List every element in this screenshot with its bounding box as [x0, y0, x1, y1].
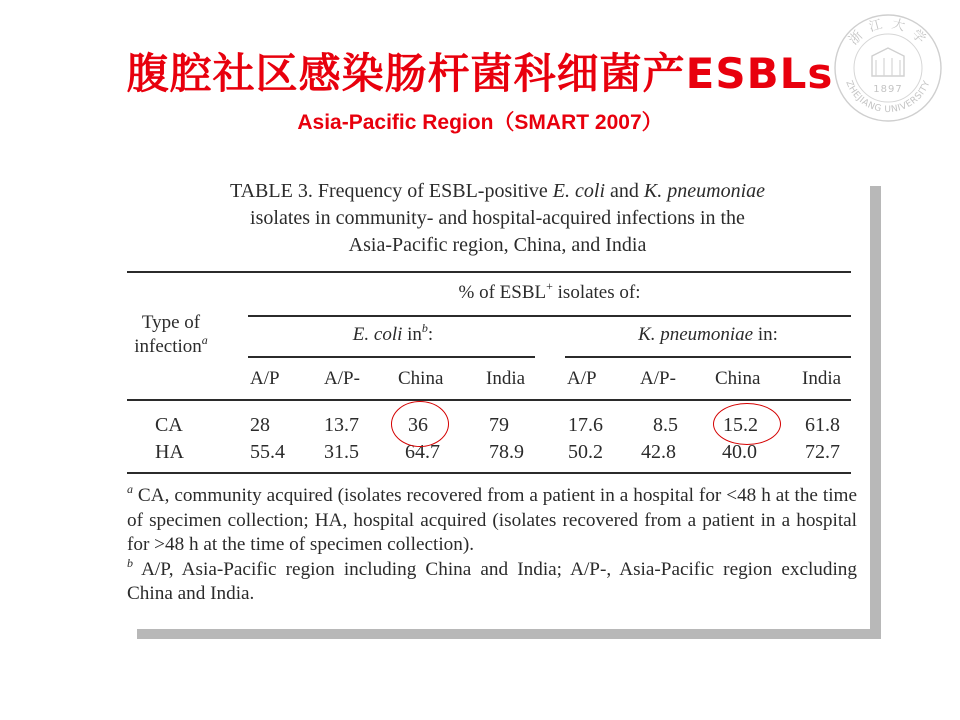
table-cell: 40.0 [722, 441, 757, 463]
university-seal-icon [832, 12, 944, 124]
column-header: India [486, 368, 526, 389]
header-bottom-rule [127, 399, 851, 401]
column-header: India [802, 368, 842, 389]
spanner-rule [248, 315, 851, 317]
table-cell: 8.5 [653, 414, 678, 436]
table-cell: 15.2 [723, 414, 758, 436]
highlight-circle-ecoli-china-ca [391, 401, 449, 447]
footnote-b: $^b$ A/P, Asia-Pacific region including China and India; A/P-, Asia-Pacific region excluding China and India. [127, 555, 857, 604]
table-cell: 13.7 [324, 414, 359, 436]
table-cell: 42.8 [641, 441, 676, 463]
column-header: A/P [250, 368, 280, 389]
footnote-a: $^a$ CA, community acquired (isolates recovered from a patient in a hospital for <48 h at the time of specimen collection; HA, hospital acquired (isolates recovered from a patient in a hospital for >48 h at the time of specimen collection). [127, 482, 857, 555]
table-image [125, 174, 870, 629]
row-label-ca: CA [155, 414, 183, 436]
table-cell: 61.8 [805, 414, 840, 436]
spanner-header: % of ESBL+ isolates of: [458, 279, 641, 303]
caption-line-2: isolates in community- and hospital-acquired infections in the [250, 207, 745, 229]
group-rule-kpneumoniae [565, 356, 851, 358]
table-cell: 28 [250, 414, 270, 436]
group-rule-ecoli [248, 356, 535, 358]
column-header: China [715, 368, 761, 389]
table-caption [125, 178, 870, 259]
table-top-rule [127, 271, 851, 273]
table-cell: 64.7 [405, 441, 440, 463]
row-label-ha: HA [155, 441, 184, 463]
seal-arc-top: 浙 江 大 学 [846, 16, 930, 49]
highlight-circle-kpn-china-ca [713, 403, 781, 445]
group-header-kpneumoniae: K. pneumoniae in: [638, 324, 778, 345]
slide-title: 腹腔社区感染肠杆菌科细菌产ESBLs [126, 49, 834, 98]
table-cell: 79 [489, 414, 509, 436]
seal-year: 1897 [873, 84, 903, 95]
svg-text:浙 江 大 学 [846, 16, 930, 48]
table-cell: 78.9 [489, 441, 524, 463]
caption-line-3: Asia-Pacific region, China, and India [348, 234, 647, 256]
table-footnotes [127, 484, 857, 607]
seal-arc-bottom: ZHEJIANG UNIVERSITY [843, 79, 933, 116]
column-header: A/P- [640, 368, 676, 389]
slide-subtitle: Asia-Pacific Region（SMART 2007） [297, 111, 663, 134]
column-header: A/P [567, 368, 597, 389]
table-cell: 36 [408, 414, 428, 436]
table-cell: 55.4 [250, 441, 285, 463]
table-cell: 72.7 [805, 441, 840, 463]
column-header: A/P- [324, 368, 360, 389]
table-cell: 31.5 [324, 441, 359, 463]
table-cell: 17.6 [568, 414, 603, 436]
table-bottom-rule [127, 472, 851, 474]
column-header: China [398, 368, 444, 389]
table-cell: 50.2 [568, 441, 603, 463]
row-header: Type of infection$^a$ [134, 312, 208, 357]
group-header-ecoli: E. coli $in^b$: [352, 321, 434, 345]
caption-line-1: TABLE 3. Frequency of ESBL-positive E. coli and K. pneumoniae [230, 180, 765, 202]
